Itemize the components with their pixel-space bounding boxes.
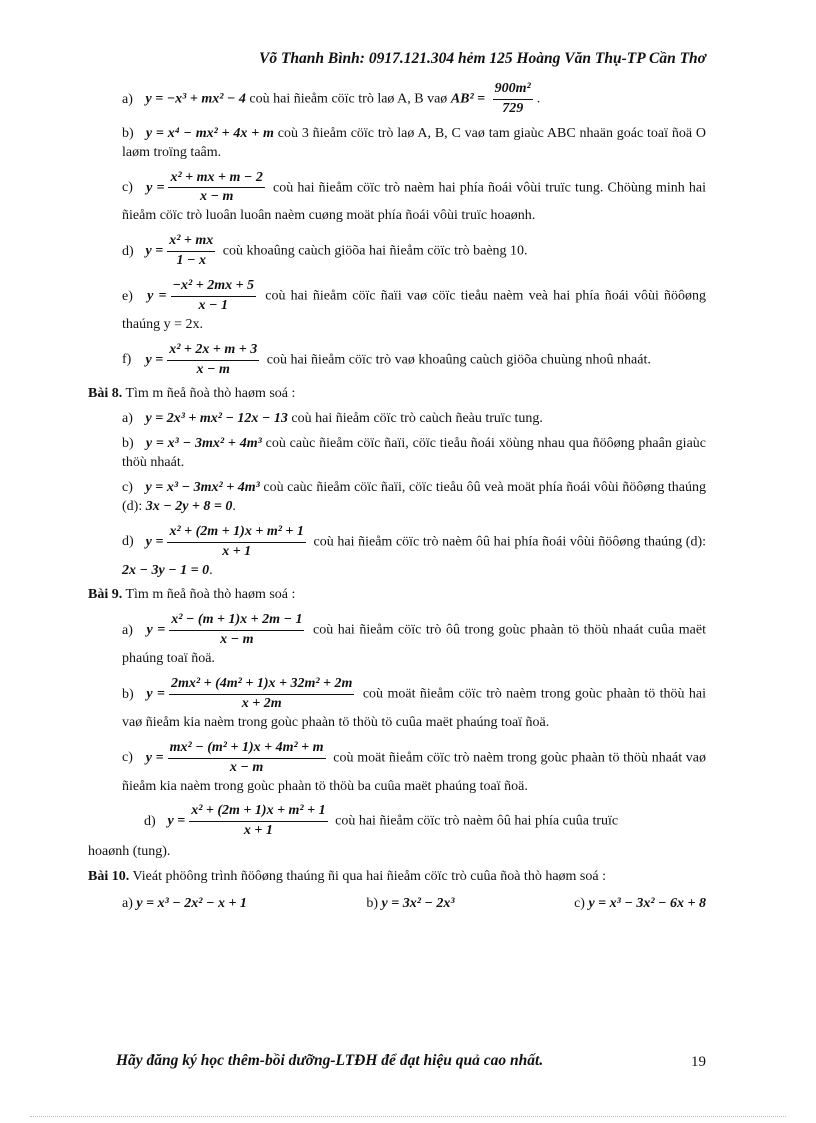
exercise-10-items [88,895,706,914]
exercise-9d-continuation: hoaønh (tung). [88,844,171,860]
exercise-8c: c) y = x³ − 3mx² + 4m³ coù caùc ñieåm cöïc ñaïi, cöïc tieåu ôû veà moät phía ñoái vôùi ñöôøng thaúng (d): 3x − 2y + 8 = 0. [122,480,706,514]
fraction: $\frac{\text{x² + 2x + m + 3}}{x - m}$ [167,341,259,380]
exercise-9b: b) y = $\frac{\text{2mx² + (4m² + 1)x + 32m² + 2m}}{x + 2m}$ coù moät ñieåm cöïc trò naèm trong goùc phaàn tö thöù hai vaø ñieåm kia naèm trong goùc phaàn tö thöù tö cuûa maët phaúng toaï ñoä. [122,676,707,730]
fraction: $\frac{\text{x² + mx}}{1 - x}$ [167,232,215,271]
exercise-10a: a) y = x³ − 2x² − x + 1 [122,895,247,911]
page-header: Võ Thanh Bình: 0917.121.304 hẻm 125 Hoàng Văn Thụ-TP Cần Thơ [258,50,706,67]
page-footer: Hãy đăng ký học thêm-bồi dưỡng-LTĐH để đạt hiệu quả cao nhất. [116,1052,544,1069]
exercise-8-heading: Bài 8. Tìm m ñeå ñoà thò haøm soá : [88,386,296,402]
fraction: $\frac{\text{x² − (m + 1)x + 2m − 1}}{x - m}$ [169,611,304,650]
fraction: $\frac{\text{x² + mx + m − 2}}{x - m}$ [168,169,264,208]
equation: y = x³ − 3mx² + 4m³ [145,480,260,496]
exercise-8b: b) y = x³ − 3mx² + 4m³ coù caùc ñieåm cöïc ñaïi, cöïc tieåu ñoái xöùng nhau qua ñöôøng phaân giaùc thöù nhaát. [122,436,706,471]
page-number: 19 [691,1054,706,1070]
exercise-7b: b) y = x⁴ − mx² + 4x + m coù 3 ñieåm cöïc trò laø A, B, C vaø tam giaùc ABC nhaän goác toaï ñoä O laøm troïng taâm. [122,125,707,160]
equation: y = x³ − 3mx² + 4m³ [145,436,262,452]
fraction: $\frac{\text{−x² + 2mx + 5}}{x - 1}$ [171,277,257,316]
exercise-9d: d) y = $\frac{\text{x² + (2m + 1)x + m² + 1}}{x + 1}$ coù hai ñieåm cöïc trò naèm ôû hai phía cuûa truïc [88,802,706,841]
exercise-7d: d) y = $\frac{\text{x² + mx}}{1 - x}$ coù khoaûng caùch giöõa hai ñieåm cöïc trò baèng 10. [88,232,706,271]
exercise-7c: c) y = $\frac{\text{x² + mx + m − 2}}{x - m}$ coù hai ñieåm cöïc trò naèm hai phía ñoái vôùi truïc tung. Chöùng minh hai ñieåm cöïc trò luoân luoân naèm cuøng moät phía ñoái vôùi truïc hoaønh. [122,169,707,224]
fraction: $\frac{\text{x² + (2m + 1)x + m² + 1}}{x + 1}$ [189,802,327,841]
exercise-7a: a) y = −x³ + mx² − 4 coù hai ñieåm cöïc trò laø A, B vaø AB² = $\frac{\text{900m²}}{729}$ . [88,80,706,119]
exercise-7f: f) y = $\frac{\text{x² + 2x + m + 3}}{x - m}$ coù hai ñieåm cöïc trò vaø khoaûng caùch giöõa chuùng nhoû nhaát. [88,341,706,380]
exercise-9a: a) y = $\frac{\text{x² − (m + 1)x + 2m − 1}}{x - m}$ coù hai ñieåm cöïc trò ôû trong goùc phaàn tö thöù nhaát cuûa maët phaúng toaï ñoä. [122,612,706,667]
exercise-9-heading: Bài 9. Tìm m ñeå ñoà thò haøm soá : [88,587,296,603]
page-bottom-divider [30,1116,786,1117]
equation: y = −x³ + mx² − 4 [145,91,246,107]
fraction: $\frac{\text{x² + (2m + 1)x + m² + 1}}{x + 1}$ [167,523,305,562]
exercise-10c: c) y = x³ − 3x² − 6x + 8 [574,895,706,911]
fraction: $\frac{\text{mx² − (m² + 1)x + 4m² + m}}{x - m}$ [168,739,326,778]
exercise-10b: b) y = 3x² − 2x³ [366,895,455,911]
fraction: $\frac{\text{900m²}}{729}$ [493,80,533,119]
exercise-10-heading: Bài 10. Vieát phöông trình ñöôøng thaúng ñi qua hai ñieåm cöïc trò cuûa ñoà thò haøm soá : [88,869,606,885]
content-area [88,80,706,914]
equation: y = x⁴ − mx² + 4x + m [145,125,274,141]
exercise-8d: d) y = $\frac{\text{x² + (2m + 1)x + m² + 1}}{x + 1}$ coù hai ñieåm cöïc trò naèm ôû hai phía ñoái vôùi ñöôøng thaúng (d): 2x − 3y − 1 = 0. [122,523,706,578]
exercise-9c: c) y = $\frac{\text{mx² − (m² + 1)x + 4m² + m}}{x - m}$ coù moät ñieåm cöïc trò naèm trong goùc phaàn tö thöù nhaát vaø ñieåm kia naèm trong goùc phaàn tö thöù ba cuûa maët phaúng toaï ñoä. [122,739,707,794]
fraction: $\frac{\text{2mx² + (4m² + 1)x + 32m² + 2m}}{x + 2m}$ [169,675,354,714]
exercise-7e: e) y = $\frac{\text{−x² + 2mx + 5}}{x - 1}$ coù hai ñieåm cöïc ñaïi vaø cöïc tieåu naèm veà hai phía ñoái vôùi ñöôøng thaúng y = 2x. [122,278,707,332]
equation: y = 2x³ + mx² − 12x − 13 [145,411,288,427]
exercise-8a: a) y = 2x³ + mx² − 12x − 13 coù hai ñieåm cöïc trò caùch ñeàu truïc tung. [122,411,543,427]
